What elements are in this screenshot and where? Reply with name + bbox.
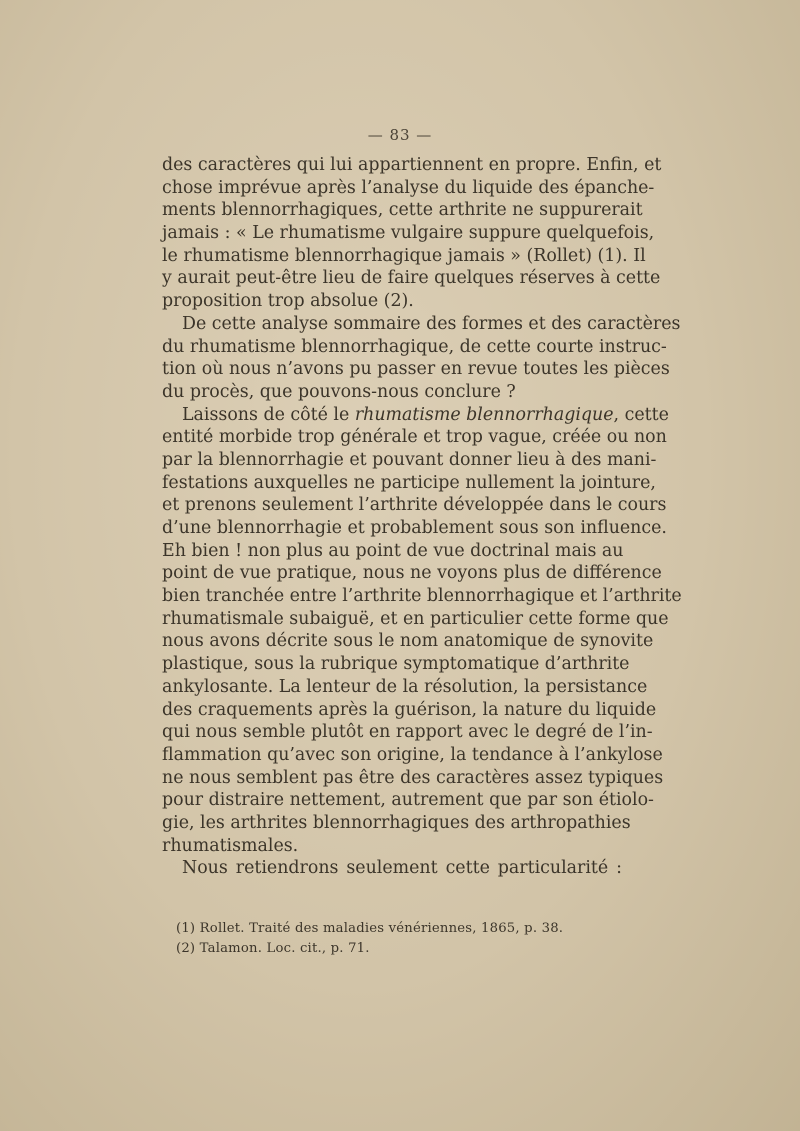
text-line: et prenons seulement l’arthrite développée dans le cours: [162, 495, 667, 516]
text-line: Nous retiendrons seulement cette particularité :: [182, 858, 622, 879]
text-line: nous avons décrite sous le nom anatomique de synovite: [162, 631, 654, 652]
text-line: entité morbide trop générale et trop vague, créée ou non: [162, 427, 667, 448]
text-line: d’une blennorrhagie et probablement sous son influence.: [162, 518, 667, 538]
text-line: jamais : « Le rhumatisme vulgaire suppure quelquefois,: [162, 223, 655, 244]
text-line: du procès, que pouvons-nous conclure ?: [162, 381, 516, 402]
text-line: gie, les arthrites blennorrhagiques des arthropathies: [162, 812, 631, 833]
text-line: chose imprévue après l’analyse du liquide des épanche-: [162, 177, 655, 198]
text-line: proposition trop absolue (2).: [162, 291, 414, 312]
text-line: bien tranchée entre l’arthrite blennorrhagique et l’arthrite: [162, 586, 682, 607]
text-segment: , cette: [613, 404, 669, 425]
text-line: par la blennorrhagie et pouvant donner lieu à des mani-: [162, 449, 657, 470]
text-line: des caractères qui lui appartiennent en propre. Enfin, et: [162, 155, 662, 175]
text-segment: Laissons de côté le: [182, 404, 355, 425]
text-line: le rhumatisme blennorrhagique jamais » (Rollet) (1). Il: [162, 245, 646, 266]
text-line: point de vue pratique, nous ne voyons plus de différence: [162, 563, 662, 584]
text-line: rhumatismale subaiguë, et en particulier cette forme que: [162, 608, 669, 629]
page-number: — 83 —: [367, 126, 433, 144]
footnote-2: (2) Talamon. Loc. cit., p. 71.: [176, 941, 370, 956]
text-line: De cette analyse sommaire des formes et des caractères: [182, 313, 681, 334]
text-line: Eh bien ! non plus au point de vue doctrinal mais au: [162, 540, 624, 561]
footnotes: [176, 919, 596, 959]
text-line: pour distraire nettement, autrement que par son étiolo-: [162, 790, 654, 811]
text-line: du rhumatisme blennorrhagique, de cette courte instruc-: [162, 336, 667, 357]
footnote-1: (1) Rollet. Traité des maladies vénériennes, 1865, p. 38.: [176, 921, 564, 936]
text-line: plastique, sous la rubrique symptomatique d’arthrite: [162, 654, 630, 675]
text-line: ne nous semblent pas être des caractères assez typiques: [162, 767, 664, 788]
italic-term: rhumatisme blennorrhagique: [354, 404, 614, 425]
text-line: ankylosante. La lenteur de la résolution, la persistance: [162, 676, 648, 697]
text-line: [162, 404, 669, 427]
text-line: qui nous semble plutôt en rapport avec le degré de l’in-: [162, 722, 653, 743]
text-line: flammation qu’avec son origine, la tendance à l’ankylose: [162, 744, 663, 765]
text-line: rhumatismales.: [162, 835, 299, 856]
body-text: [162, 154, 682, 880]
text-line: festations auxquelles ne participe nullement la jointure,: [162, 472, 656, 493]
text-line: y aurait peut-être lieu de faire quelques réserves à cette: [162, 268, 661, 289]
text-line: des craquements après la guérison, la nature du liquide: [162, 699, 657, 720]
text-line: tion où nous n’avons pu passer en revue toutes les pièces: [162, 359, 670, 380]
text-line: ments blennorrhagiques, cette arthrite ne suppurerait: [162, 200, 643, 221]
